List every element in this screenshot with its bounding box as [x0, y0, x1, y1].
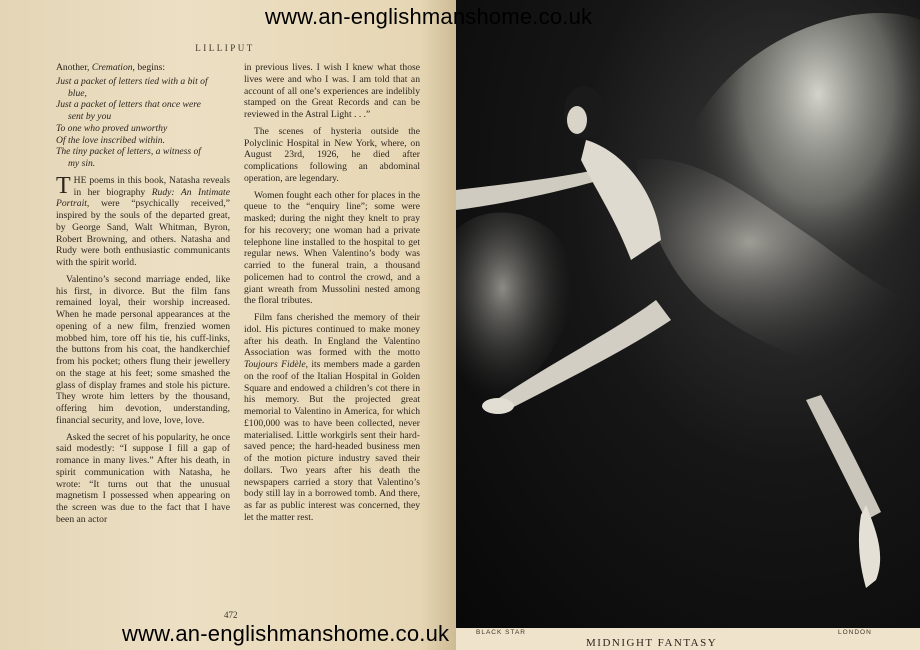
verse-line: sent by you: [68, 111, 112, 122]
paragraph-text: , its members made a garden on the roof of the Italian Hospital in Golden Square and endowed a children’s cot there in his memory. But the projected great memorial to Valentino in America, for which £100,000 was to have been collected, never materialised. Little workgirls sent their hard-saved pence; the hard-headed business men of the motion picture industry saved their dollars. Two years after his death the newspapers carried a story that Valentino’s body still lay in a borrowed tomb. And there, as far as public interest was concerned, they let the matter rest.: [244, 359, 420, 523]
watermark-bottom: www.an-englishmanshome.co.uk: [122, 621, 450, 646]
paragraph-text: HE poems in this book, Natasha reveals in her biography: [73, 174, 230, 198]
dancer-arm: [456, 170, 601, 210]
paragraph-text: Film fans cherished the memory of their idol. His pictures continued to make money after his death. In England the Valentino Association was formed with the motto: [244, 312, 420, 359]
verse-line: To one who proved unworthy: [56, 122, 168, 134]
verse-line: Just a packet of letters tied with a bit of: [56, 75, 208, 87]
poem-title: Cremation: [91, 62, 133, 73]
photo-title: MIDNIGHT FANTASY: [586, 637, 718, 649]
text-column-1: [56, 62, 230, 526]
watermark-top: www.an-englishmanshome.co.uk: [265, 4, 593, 29]
paragraph-text: , were “psychically received,” inspired by the souls of the departed great, by George Sand, Walt Whitman, Byron, Robert Browning, and others. Natasha and Rudy were both enthusiastic communicants with the spirit world.: [56, 198, 230, 268]
dancer-leg-back: [806, 395, 881, 520]
photo-illustration: [456, 0, 920, 628]
dancer-torso: [581, 140, 661, 260]
ballet-shoe: [859, 505, 880, 588]
page-number: 472: [224, 610, 238, 620]
paragraph: Valentino’s second marriage ended, like his first, in divorce. But the film fans remained loyal, their worship increased. When he made personal appearances at the opening of a new film, frenzied women mobbed him, tore off his tie, his cuff-links, the buttons from his coat, the handkerchief from his pocket; others flung their jewellery on the stage at his feet; some smashed the glass of display frames and stole his picture. They wrote him letters by the thousand, offering him devotion, understanding, financial security, and love, love, love.: [56, 273, 230, 426]
intro-end: , begins:: [132, 62, 166, 73]
paragraph: [244, 312, 420, 524]
drop-cap: T: [56, 172, 71, 199]
verse-line: The tiny packet of letters, a witness of: [56, 146, 201, 158]
verse-line: Just a packet of letters that once were: [56, 99, 201, 111]
photo-mark: C: [856, 585, 863, 595]
verse-line: blue,: [68, 87, 87, 99]
intro-line: [56, 62, 230, 74]
photo-credit: BLACK STAR: [476, 629, 526, 636]
paragraph: The scenes of hysteria outside the Polyclinic Hospital in New York, where, on August 23rd, 1926, he died after complications following an abdominal operation, are legendary.: [244, 125, 420, 184]
running-head: LILLIPUT: [195, 43, 255, 53]
ballet-shoe-front: [482, 398, 514, 414]
dancer-photograph: [456, 0, 920, 628]
intro-text: Another,: [56, 62, 92, 73]
dancer-face: [567, 106, 587, 134]
verse-line: my sin.: [68, 158, 96, 169]
paragraph: Women fought each other for places in the queue to the “enquiry line”; some were masked; during the night they knelt to pray for his recovery; one woman had a private telephone line installed to the hospital to get regular news. When Valentino’s body was carried to the funeral train, a thousand policemen had to control the crowd, and a giant wreath from Mussolini nested among the floral tributes.: [244, 189, 420, 307]
photo-credit-location: LONDON: [838, 629, 872, 636]
paragraph: Asked the secret of his popularity, he once said modestly: “I suppose I fill a gap of romance in many lives.” After his death, in spirit communication with Natasha, he wrote: “It turns out that the unusual magnetism I possessed when appearing on the screen was due to the fact that I have been an actor: [56, 431, 230, 525]
poem-verse: [56, 76, 230, 170]
text-column-2: [244, 62, 420, 524]
verse-line: Of the love inscribed within.: [56, 134, 165, 146]
book-title: Rudy: An Intimate Portrait: [56, 186, 230, 210]
paragraph: [56, 172, 230, 269]
motto: Toujours Fidèle: [244, 359, 306, 370]
paragraph: in previous lives. I wish I knew what those lives were and who I was. I am told that an account of all one’s experiences are indelibly stamped on the Great Records and can be reviewed in the Astral Light . . .”: [244, 62, 420, 120]
